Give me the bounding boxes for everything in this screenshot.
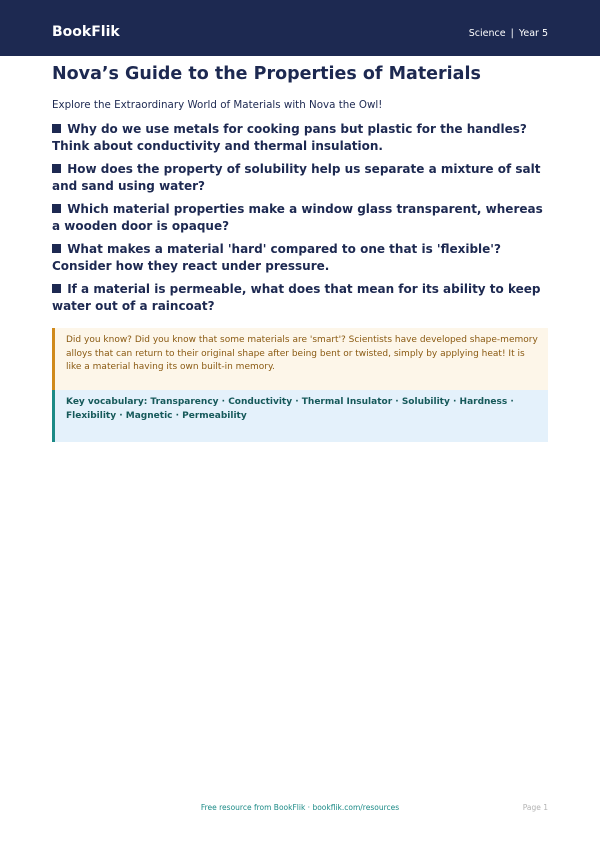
question-item xyxy=(52,161,548,194)
square-bullet-icon xyxy=(52,244,61,253)
square-bullet-icon xyxy=(52,124,61,133)
question-text: Which material properties make a window glass transparent, whereas a wooden door is opaque? xyxy=(52,202,543,233)
page-subtitle: Explore the Extraordinary World of Materials with Nova the Owl! xyxy=(52,99,383,111)
page-number: Page 1 xyxy=(522,803,548,812)
header-meta xyxy=(469,28,548,39)
vocabulary-text: Key vocabulary: Transparency · Conductivity · Thermal Insulator · Solubility · Hardness · Flexibility · Magnetic · Permeability xyxy=(66,397,514,421)
question-text: Why do we use metals for cooking pans but plastic for the handles? Think about conductivity and thermal insulation. xyxy=(52,122,527,153)
question-text: What makes a material 'hard' compared to one that is 'flexible'? Consider how they react under pressure. xyxy=(52,242,501,273)
question-text: If a material is permeable, what does that mean for its ability to keep water out of a raincoat? xyxy=(52,282,541,313)
square-bullet-icon xyxy=(52,164,61,173)
question-item xyxy=(52,201,548,234)
question-item xyxy=(52,241,548,274)
meta-separator: | xyxy=(510,28,514,39)
question-text: How does the property of solubility help us separate a mixture of salt and sand using water? xyxy=(52,162,541,193)
key-vocabulary-box xyxy=(52,390,548,442)
year-label: Year 5 xyxy=(518,28,548,39)
page-header xyxy=(0,0,600,56)
did-you-know-callout xyxy=(52,328,548,390)
footer-resource-link[interactable]: Free resource from BookFlik · bookflik.com/resources xyxy=(200,803,400,812)
brand-logo[interactable]: BookFlik xyxy=(52,24,120,40)
subject-label: Science xyxy=(468,28,506,39)
page-title: Nova’s Guide to the Properties of Materials xyxy=(52,64,481,84)
question-item xyxy=(52,121,548,154)
square-bullet-icon xyxy=(52,284,61,293)
question-list xyxy=(52,121,548,314)
question-item xyxy=(52,281,548,314)
square-bullet-icon xyxy=(52,204,61,213)
callout-text: Did you know? Did you know that some materials are 'smart'? Scientists have developed shape-memory alloys that can return to their original shape after being bent or twisted, simply by applying heat! It is like a material having its own built-in memory. xyxy=(66,335,538,372)
